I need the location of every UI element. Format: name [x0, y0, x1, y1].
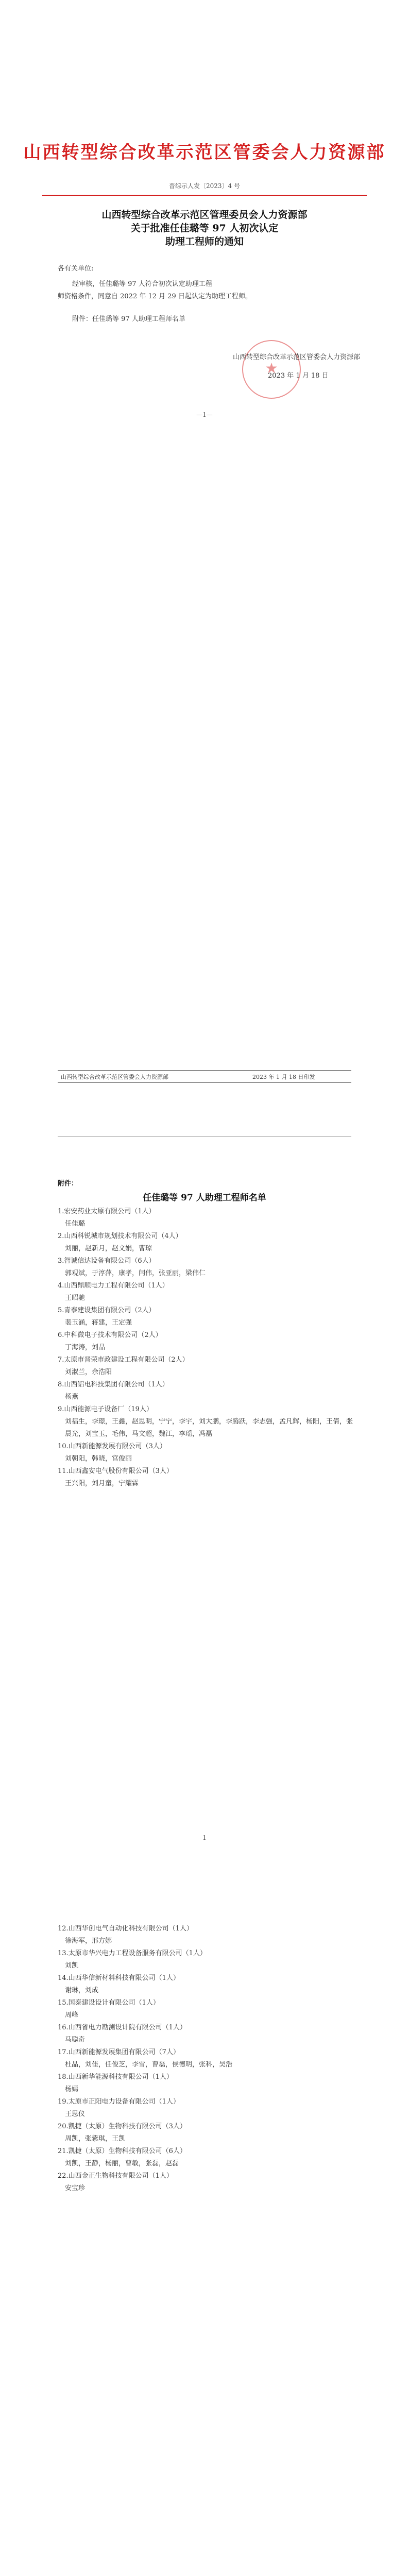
list-item: 6.中科微电子技术有限公司（2人） 丁海涛，刘晶 — [58, 1331, 162, 1351]
list-item: 15.国泰建设设计有限公司（1人） 周峰 — [58, 1999, 160, 2019]
list-item: 5.青泰建设集团有限公司（2人） 裴玉涵，蒋建，王定强 — [58, 1307, 156, 1327]
list-item: 2.山西科锐城市规划技术有限公司（4人） 刘丽，赵新月，赵文娟，曹琼 — [58, 1232, 182, 1252]
list-item: 8.山西铝电科技集团有限公司（1人） 杨燕 — [58, 1381, 169, 1401]
footer-line-bottom — [58, 1082, 351, 1083]
list-item: 16.山西省电力勘测设计院有限公司（1人） 马聪奇 — [58, 2024, 186, 2044]
signature-org: 山西转型综合改革示范区管委会人力资源部 — [233, 353, 361, 361]
red-divider — [42, 195, 367, 196]
list-item: 22.山西金正生物科技有限公司（1人） 安宝珍 — [58, 2172, 173, 2192]
entry-list-page-1 — [58, 1206, 356, 1490]
list-item: 21.凯捷（太原）生物科技有限公司（6人） 刘凯，王静，杨丽，曹敏，张磊，赵磊 — [58, 2147, 186, 2167]
list-item: 13.太原市华兴电力工程设备服务有限公司（1人） 刘凯 — [58, 1950, 207, 1970]
list-item: 9.山西能源电子设备厂（19人） 刘福生，李璟，王鑫，赵思明，宁宁，李宇，刘大鹏，李腾跃，李志强，孟凡辉，杨阳，王倩，张晨光，刘宝玉，毛伟，马文超，魏江，李瑶，冯磊 — [58, 1405, 353, 1438]
list-item: 12.山西华创电气自动化科技有限公司（1人） 徐海军，邢方娜 — [58, 1925, 193, 1945]
list-item: 4.山西鼎顺电力工程有限公司（1人） 王昭驰 — [58, 1282, 169, 1302]
body-paragraph-2: 师资格条件，同意自 2022 年 12 月 29 日起认定为助理工程师。 — [58, 293, 252, 300]
body-paragraph-1: 经审核，任佳璐等 97 人符合初次认定助理工程 — [72, 280, 212, 288]
page-number-1: —1— — [196, 411, 213, 418]
seal-star-icon: ★ — [265, 360, 278, 377]
list-item: 20.凯捷（太原）生物科技有限公司（3人） 周凯，张紫琪，王凯 — [58, 2123, 186, 2143]
footer-org: 山西转型综合改革示范区管委会人力资源部 — [61, 1074, 168, 1080]
salutation: 各有关单位: — [58, 265, 94, 273]
attachment-note: 附件：任佳璐等 97 人助理工程师名单 — [72, 315, 185, 323]
list-item: 17.山西新能源发展集团有限公司（7人） 杜晶，刘佳，任俊芝，李雪，曹磊，侯德明，张科，吴浩 — [58, 2048, 233, 2069]
page-1 — [0, 0, 409, 1108]
signature-date: 2023 年 1 月 18 日 — [268, 372, 329, 380]
masthead: 山西转型综合改革示范区管委会人力资源部 — [23, 142, 386, 163]
list-item: 7.太原市晋荣市政建设工程有限公司（2人） 刘淑兰，余浩阳 — [58, 1356, 189, 1376]
official-seal — [242, 340, 301, 399]
title-line-1: 山西转型综合改革示范区管理委员会人力资源部 — [101, 209, 308, 221]
list-item: 11.山西鑫安电气股份有限公司（3人） 王兴阳，刘月童，宁耀霖 — [58, 1467, 173, 1487]
list-title: 任佳璐等 97 人助理工程师名单 — [143, 1193, 266, 1203]
attachment-label: 附件： — [58, 1180, 78, 1188]
list-item: 10.山西新能源发展有限公司（3人） 刘朝阳，韩晓，宫俊丽 — [58, 1443, 166, 1463]
list-item: 14.山西华信新材料科技有限公司（1人） 谢琳，刘成 — [58, 1974, 180, 1994]
list-item: 3.智诚信达设备有限公司（6人） 郭观斌，于淳萍，康孝，闫伟，张亚丽，梁伟仁 — [58, 1257, 206, 1277]
list-item: 1.宏安药业太原有限公司（1人） 任佳璐 — [58, 1208, 156, 1228]
title-line-3: 助理工程师的通知 — [165, 236, 244, 247]
list-item: 19.太原市正阳电力设备有限公司（1人） 王思仪 — [58, 2098, 180, 2118]
footer-date: 2023 年 1 月 18 日印发 — [252, 1074, 315, 1080]
footer-line-top — [58, 1070, 351, 1071]
page-number-2: 1 — [202, 1834, 207, 1841]
entry-list-page-2 — [58, 1923, 356, 2195]
title-line-2: 关于批准任佳璐等 97 人初次认定 — [130, 223, 279, 234]
list-item: 18.山西新华能源科技有限公司（1人） 杨嫣 — [58, 2073, 173, 2093]
doc-number: 晋综示人发〔2023〕4 号 — [169, 182, 240, 190]
